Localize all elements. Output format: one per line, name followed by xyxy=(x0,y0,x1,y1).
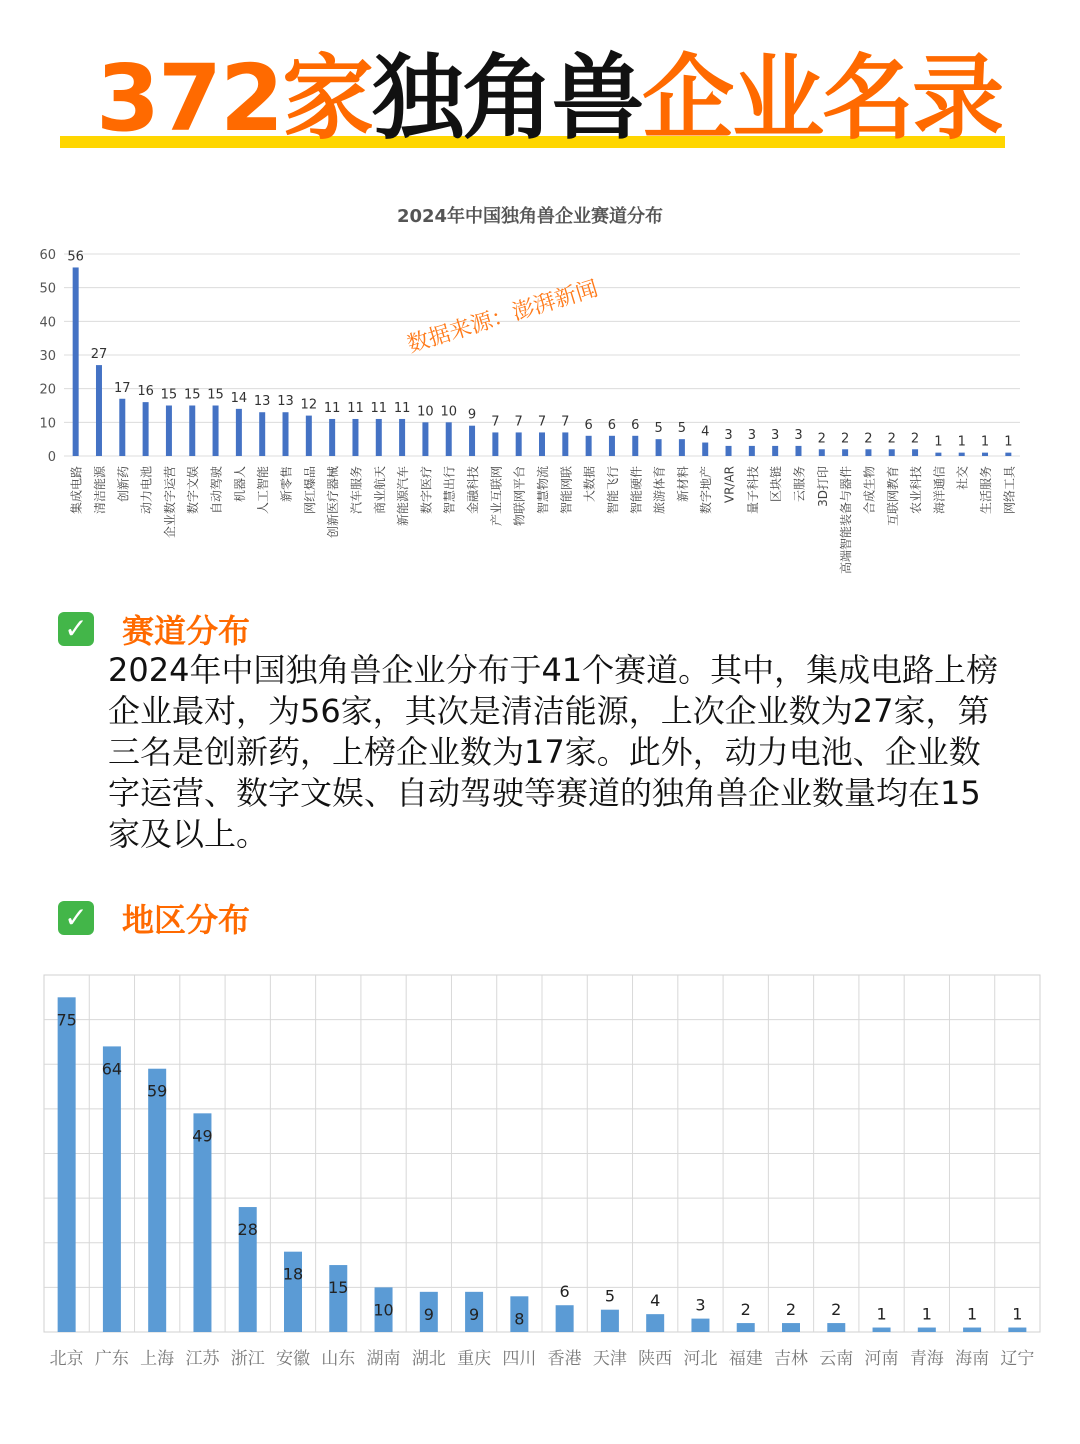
x-tick-label: 自动驾驶 xyxy=(209,466,224,515)
bar xyxy=(446,422,452,456)
bar xyxy=(236,409,242,456)
data-label: 11 xyxy=(323,400,341,416)
data-label: 1 xyxy=(966,1304,978,1324)
bar xyxy=(737,1323,755,1332)
bar xyxy=(148,1069,166,1332)
bar xyxy=(873,1328,891,1332)
y-tick-label: 40 xyxy=(39,315,56,331)
bar xyxy=(601,1310,619,1332)
bar xyxy=(679,439,685,456)
bar xyxy=(646,1314,664,1332)
y-tick-label: 10 xyxy=(39,416,56,432)
x-tick-label: 河南 xyxy=(864,1349,899,1369)
bar xyxy=(912,449,918,456)
check-icon: ✓ xyxy=(58,612,94,646)
x-tick-label: 广东 xyxy=(94,1349,129,1369)
data-label: 9 xyxy=(423,1304,434,1324)
bar xyxy=(656,439,662,456)
data-label: 11 xyxy=(370,400,388,416)
data-label: 6 xyxy=(559,1282,570,1302)
bar xyxy=(306,416,312,456)
x-tick-label: 创新药 xyxy=(116,466,131,503)
x-tick-label: 大数据 xyxy=(582,466,597,503)
data-label: 10 xyxy=(417,404,434,420)
data-label: 16 xyxy=(137,384,154,400)
data-label: 13 xyxy=(253,394,271,410)
data-label: 1 xyxy=(1004,434,1013,450)
bar xyxy=(702,443,708,456)
data-label: 9 xyxy=(467,407,477,423)
bar xyxy=(143,402,149,456)
data-label: 3 xyxy=(724,427,733,443)
x-tick-label: 动力电池 xyxy=(139,466,154,515)
data-label: 7 xyxy=(561,414,570,430)
x-tick-label: 智慧出行 xyxy=(442,466,457,515)
data-label: 4 xyxy=(650,1291,661,1311)
x-tick-label: 辽宁 xyxy=(1000,1349,1035,1369)
data-label: 14 xyxy=(230,390,248,406)
bar xyxy=(329,419,335,456)
title-count: 372家 xyxy=(96,45,373,152)
x-tick-label: 湖南 xyxy=(366,1349,401,1369)
data-label: 3 xyxy=(794,427,803,443)
bar xyxy=(889,449,895,456)
bar xyxy=(842,449,848,456)
x-tick-label: 汽车服务 xyxy=(349,466,364,515)
bar xyxy=(1008,1328,1026,1332)
x-tick-label: 网络工具 xyxy=(1002,466,1017,515)
x-tick-label: 企业数字运营 xyxy=(162,466,177,539)
bar xyxy=(422,422,428,456)
x-tick-label: 智能网联 xyxy=(559,466,574,515)
bar xyxy=(539,432,545,456)
bar xyxy=(918,1328,936,1332)
section-track-heading xyxy=(58,606,250,652)
x-tick-label: 集成电路 xyxy=(69,466,84,515)
bar xyxy=(119,399,125,456)
bar xyxy=(376,419,382,456)
bar xyxy=(609,436,615,456)
bar xyxy=(959,453,965,456)
bar xyxy=(819,449,825,456)
x-tick-label: 物联网平台 xyxy=(512,466,527,527)
bar xyxy=(935,453,941,456)
title-banner xyxy=(60,40,1005,160)
x-tick-label: 互联网教育 xyxy=(885,466,900,527)
bar xyxy=(103,1046,121,1332)
x-tick-label: 农业科技 xyxy=(909,466,924,515)
section-region-heading xyxy=(58,895,250,941)
y-tick-label: 50 xyxy=(39,281,56,297)
data-label: 1 xyxy=(934,434,943,450)
x-tick-label: 数字医疗 xyxy=(419,466,434,515)
data-label: 64 xyxy=(101,1059,123,1079)
bar xyxy=(58,997,76,1332)
x-tick-label: 数字地产 xyxy=(699,466,714,515)
data-label: 7 xyxy=(514,414,523,430)
x-tick-label: 重庆 xyxy=(457,1349,492,1369)
x-tick-label: 合成生物 xyxy=(862,466,877,515)
bar xyxy=(632,436,638,456)
x-tick-label: 创新医疗器械 xyxy=(326,466,341,539)
x-tick-label: 区块链 xyxy=(769,466,784,503)
title-list: 企业名录 xyxy=(642,45,1003,152)
x-tick-label: 吉林 xyxy=(774,1349,808,1369)
x-tick-label: 智能硬件 xyxy=(629,466,644,515)
data-label: 9 xyxy=(468,1304,480,1324)
title-unicorn: 独角兽 xyxy=(372,45,643,152)
bar xyxy=(166,406,172,457)
data-label: 11 xyxy=(347,400,364,416)
x-tick-label: 海洋通信 xyxy=(932,466,947,515)
x-tick-label: 香港 xyxy=(547,1349,582,1369)
track-distribution-chart xyxy=(20,190,1060,590)
track-summary-paragraph: 2024年中国独角兽企业分布于41个赛道。其中，集成电路上榜企业最对，为56家，其次是清洁能源，上次企业数为27家，第三名是创新药，上榜企业数为17家。此外，动力电池、企业数字运营、数字文娱、自动驾驶等赛道的独角兽企业数量均在15家及以上。 xyxy=(108,651,999,853)
data-label: 1 xyxy=(1012,1304,1023,1324)
x-tick-label: 浙江 xyxy=(230,1349,265,1369)
bar xyxy=(1005,453,1011,456)
x-tick-label: 北京 xyxy=(49,1349,84,1369)
bar xyxy=(795,446,801,456)
x-tick-label: 陕西 xyxy=(638,1349,673,1369)
bar xyxy=(865,449,871,456)
data-label: 1 xyxy=(980,434,990,450)
data-label: 10 xyxy=(373,1300,394,1320)
x-tick-label: 机器人 xyxy=(232,466,247,503)
data-label: 7 xyxy=(537,414,547,430)
bar xyxy=(586,436,592,456)
x-tick-label: 新零售 xyxy=(279,466,294,503)
x-tick-label: 智慧物流 xyxy=(536,466,550,515)
data-label: 2 xyxy=(840,431,850,447)
data-label: 2 xyxy=(785,1300,797,1320)
y-tick-label: 60 xyxy=(39,248,56,263)
x-tick-label: 安徽 xyxy=(276,1349,310,1369)
bar xyxy=(193,1113,211,1332)
bar xyxy=(189,406,195,457)
data-label: 10 xyxy=(440,404,458,420)
x-tick-label: 社交 xyxy=(955,466,970,491)
y-tick-label: 20 xyxy=(39,382,56,398)
x-tick-label: 海南 xyxy=(955,1349,990,1369)
data-label: 5 xyxy=(677,421,687,437)
x-tick-label: 云南 xyxy=(819,1349,854,1369)
data-label: 56 xyxy=(67,249,84,265)
section-track-title: 赛道分布 xyxy=(122,612,251,650)
x-tick-label: 数字文娱 xyxy=(186,466,201,515)
x-tick-label: 湖北 xyxy=(411,1349,446,1369)
data-label: 1 xyxy=(957,434,966,450)
data-label: 2 xyxy=(740,1300,751,1320)
data-source-watermark: 数据来源：澎湃新闻 xyxy=(404,276,602,359)
data-label: 11 xyxy=(393,400,411,416)
data-label: 75 xyxy=(56,1010,77,1030)
x-tick-label: VR/AR xyxy=(722,466,737,504)
data-label: 1 xyxy=(921,1304,932,1324)
data-label: 49 xyxy=(192,1126,213,1146)
x-tick-label: 山东 xyxy=(321,1349,356,1369)
chart-title: 2024年中国独角兽企业赛道分布 xyxy=(396,206,664,227)
bar xyxy=(329,1265,347,1332)
data-label: 2 xyxy=(817,431,826,447)
bar xyxy=(469,426,475,456)
y-tick-label: 30 xyxy=(39,349,56,364)
bar xyxy=(982,453,988,456)
bar xyxy=(399,419,405,456)
data-label: 13 xyxy=(277,394,294,410)
data-label: 6 xyxy=(607,417,617,433)
data-label: 15 xyxy=(183,387,201,403)
data-label: 4 xyxy=(701,424,710,440)
data-label: 17 xyxy=(114,380,131,396)
x-tick-label: 生活服务 xyxy=(979,466,994,515)
data-label: 12 xyxy=(300,397,318,413)
bar xyxy=(562,432,568,456)
bar xyxy=(749,446,755,456)
x-tick-label: 新能源汽车 xyxy=(396,466,411,527)
bar xyxy=(963,1328,981,1332)
x-tick-label: 上海 xyxy=(140,1349,175,1369)
data-label: 6 xyxy=(584,417,593,433)
bar xyxy=(691,1319,709,1332)
x-tick-label: 产业互联网 xyxy=(489,466,504,527)
x-tick-label: 四川 xyxy=(502,1349,537,1369)
x-tick-label: 金融科技 xyxy=(466,466,481,515)
data-label: 3 xyxy=(771,427,780,443)
bar xyxy=(213,406,219,457)
x-tick-label: 天津 xyxy=(592,1349,627,1369)
data-label: 3 xyxy=(695,1295,706,1315)
x-tick-label: 江苏 xyxy=(185,1349,220,1369)
data-label: 1 xyxy=(876,1304,887,1324)
data-label: 2 xyxy=(887,431,896,447)
check-icon: ✓ xyxy=(58,901,94,935)
x-tick-label: 青海 xyxy=(909,1349,944,1369)
data-label: 6 xyxy=(631,417,640,433)
data-label: 2 xyxy=(831,1300,842,1320)
x-tick-label: 人工智能 xyxy=(256,466,271,515)
data-label: 2 xyxy=(864,431,873,447)
x-tick-label: 量子科技 xyxy=(745,466,760,515)
data-label: 5 xyxy=(604,1286,616,1306)
x-tick-label: 新材料 xyxy=(675,466,690,503)
bar xyxy=(782,1323,800,1332)
bar xyxy=(772,446,778,456)
x-tick-label: 3D打印 xyxy=(815,466,830,507)
bar xyxy=(492,432,498,456)
data-label: 59 xyxy=(147,1081,168,1101)
x-tick-label: 清洁能源 xyxy=(92,466,107,515)
data-label: 3 xyxy=(747,427,756,443)
bar xyxy=(516,432,522,456)
bar xyxy=(352,419,358,456)
data-label: 28 xyxy=(237,1220,258,1240)
x-tick-label: 网红爆品 xyxy=(302,466,317,515)
data-label: 5 xyxy=(654,421,663,437)
x-tick-label: 云服务 xyxy=(792,466,807,503)
x-tick-label: 商业航天 xyxy=(372,466,387,515)
bar xyxy=(283,412,289,456)
x-tick-label: 高端智能装备与器件 xyxy=(839,466,854,575)
data-label: 2 xyxy=(910,431,920,447)
data-label: 8 xyxy=(514,1309,525,1329)
x-tick-label: 河北 xyxy=(683,1349,718,1369)
x-tick-label: 福建 xyxy=(728,1349,763,1369)
bar xyxy=(259,412,265,456)
bar xyxy=(827,1323,845,1332)
section-region-title: 地区分布 xyxy=(122,901,251,939)
x-tick-label: 智能飞行 xyxy=(605,466,620,515)
page-title xyxy=(96,40,1002,158)
data-label: 18 xyxy=(282,1264,304,1284)
bar xyxy=(726,446,732,456)
data-label: 15 xyxy=(207,387,224,403)
x-tick-label: 旅游体育 xyxy=(652,466,667,515)
y-tick-label: 0 xyxy=(47,450,56,465)
data-label: 27 xyxy=(90,347,108,363)
region-distribution-chart xyxy=(30,965,1050,1385)
data-label: 15 xyxy=(160,387,178,403)
bar xyxy=(73,267,79,456)
bar xyxy=(556,1305,574,1332)
data-label: 15 xyxy=(328,1278,349,1298)
bar xyxy=(96,365,102,456)
data-label: 7 xyxy=(491,414,500,430)
